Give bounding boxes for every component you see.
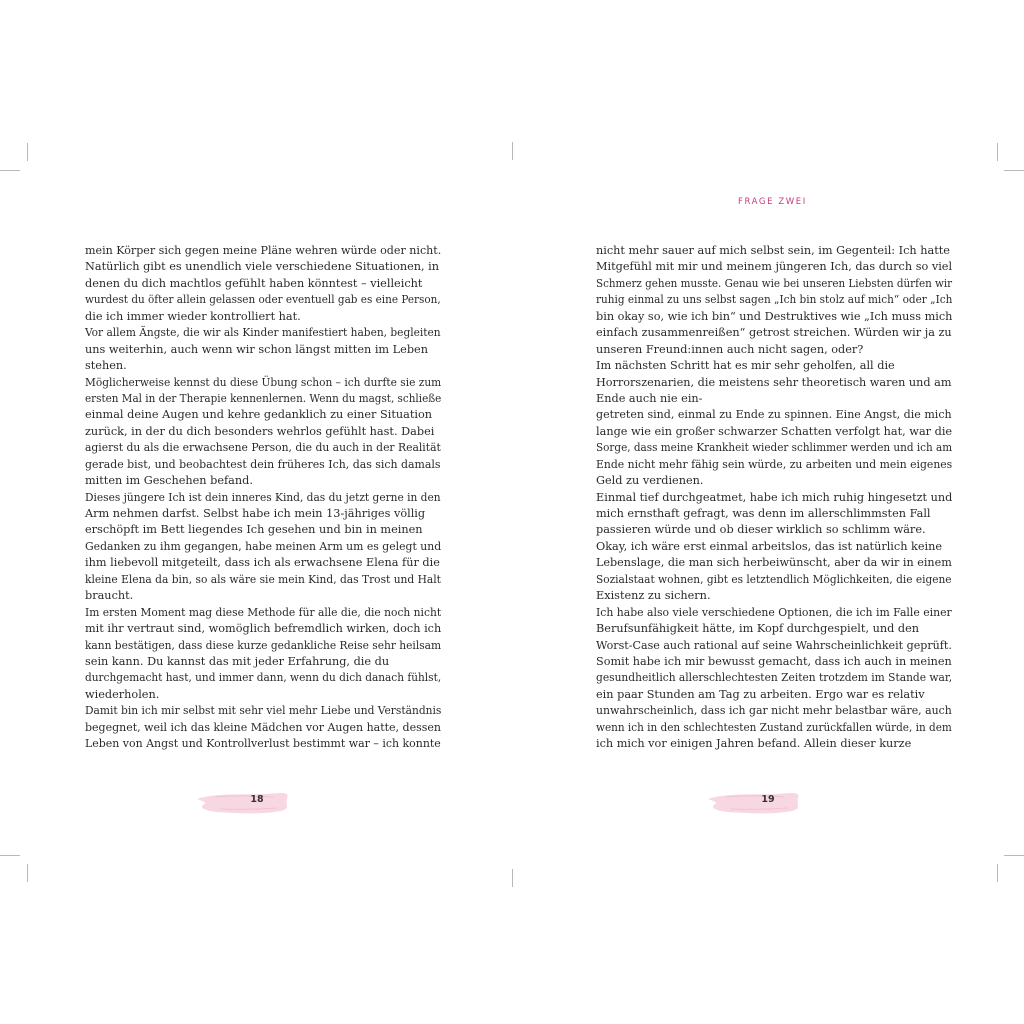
text-line: Okay, ich wäre erst einmal arbeitslos, das ist natürlich keine [596, 538, 943, 553]
text-line: Gedanken zu ihm gegangen, habe meinen Arm um es gelegt und [85, 538, 442, 553]
text-line: wurdest du öfter allein gelassen oder eventuell gab es eine Person, [85, 292, 441, 307]
text-line: Im ersten Moment mag diese Methode für alle die, die noch nicht [85, 604, 442, 619]
text-line: Damit bin ich mir selbst mit sehr viel mehr Liebe und Verständnis [85, 703, 442, 718]
text-line: Arm nehmen darfst. Selbst habe ich mein 13-jähriges völlig [85, 506, 426, 520]
text-line: bin okay so, wie ich bin“ und Destruktives wie „Ich muss mich [596, 308, 953, 323]
crop-mark [27, 864, 28, 882]
text-line: durchgemacht hast, und immer dann, wenn du dich danach fühlst, [85, 670, 442, 685]
text-line: unwahrscheinlich, dass ich gar nicht mehr belastbar wäre, auch [596, 703, 952, 718]
text-line: unseren Freund:innen auch nicht sagen, oder? [596, 341, 864, 356]
text-line: Worst-Case auch rational auf seine Wahrscheinlichkeit geprüft. [596, 637, 952, 652]
text-line: mich ernsthaft gefragt, was denn im allerschlimmsten Fall [596, 506, 931, 520]
text-line: ich mich vor einigen Jahren befand. Allein dieser kurze [596, 736, 912, 751]
text-line: gerade bist, und beobachtest dein früheres Ich, das sich damals [85, 456, 441, 471]
text-line: agierst du als die erwachsene Person, die du auch in der Realität [85, 440, 441, 455]
text-line: mein Körper sich gegen meine Pläne wehren würde oder nicht. [85, 243, 442, 257]
text-line: Möglicherweise kennst du diese Übung schon – ich durfte sie zum [85, 374, 442, 389]
text-line: ihm liebevoll mitgeteilt, dass ich als erwachsene Elena für die [85, 555, 440, 570]
text-line: Mitgefühl mit mir und meinem jüngeren Ich, das durch so viel [596, 259, 953, 274]
text-line: zurück, in der du dich besonders wehrlos gefühlt hast. Dabei [85, 423, 435, 438]
text-line: Schmerz gehen musste. Genau wie bei unseren Liebsten dürfen wir [596, 275, 953, 290]
crop-mark [997, 143, 998, 161]
text-line: einmal deine Augen und kehre gedanklich zu einer Situation [85, 407, 433, 422]
page-number: 19 [761, 794, 775, 805]
crop-mark [27, 143, 28, 161]
text-line: mit ihr vertraut sind, womöglich befremdlich wirken, doch ich [85, 621, 442, 636]
text-line: Ende nicht mehr fähig sein würde, zu arbeiten und mein eigenes [596, 456, 953, 471]
text-line: kann bestätigen, dass diese kurze gedankliche Reise sehr heilsam [85, 637, 442, 652]
text-line: Lebenslage, die man sich herbeiwünscht, aber da wir in einem [596, 555, 952, 570]
text-line: getreten sind, einmal zu Ende zu spinnen. Eine Angst, die mich [596, 407, 952, 422]
text-line: mitten im Geschehen befand. [85, 473, 253, 488]
crop-mark [997, 864, 998, 882]
text-line: stehen. [85, 358, 127, 373]
crop-mark [0, 170, 20, 171]
crop-mark [0, 855, 20, 856]
text-line: ein paar Stunden am Tag zu arbeiten. Ergo war es relativ [596, 686, 925, 701]
text-line: Vor allem Ängste, die wir als Kinder manifestiert haben, begleiten [85, 325, 441, 340]
crop-mark [512, 142, 513, 160]
page-number: 18 [250, 794, 264, 805]
text-line: Im nächsten Schritt hat es mir sehr geholfen, all die [596, 358, 895, 373]
text-line: uns weiterhin, auch wenn wir schon längst mitten im Leben [85, 341, 428, 356]
text-line: begegnet, weil ich das kleine Mädchen vor Augen hatte, dessen [85, 719, 441, 734]
crop-mark [512, 869, 513, 887]
text-line: Somit habe ich mir bewusst gemacht, dass ich auch in meinen [596, 653, 952, 668]
text-line: Ich habe also viele verschiedene Optionen, die ich im Falle einer [596, 604, 952, 619]
text-line: wiederholen. [85, 686, 160, 701]
text-line: wenn ich in den schlechtesten Zustand zurückfallen würde, in dem [596, 719, 952, 734]
text-line: Existenz zu sichern. [596, 588, 711, 603]
running-head: FRAGE ZWEI [738, 197, 807, 207]
text-line: gesundheitlich allerschlechtesten Zeiten trotzdem im Stande war, [596, 670, 953, 685]
text-line: ersten Mal in der Therapie kennenlernen. Wenn du magst, schließe [85, 390, 442, 405]
text-line: Leben von Angst und Kontrollverlust bestimmt war – ich konnte [85, 736, 441, 751]
text-line: erschöpft im Bett liegendes Ich gesehen und bin in meinen [85, 522, 423, 537]
text-line: Sorge, dass meine Krankheit wieder schlimmer werden und ich am [596, 440, 953, 455]
text-line: Horrorszenarien, die meistens sehr theoretisch waren und am [596, 374, 952, 389]
text-line: sein kann. Du kannst das mit jeder Erfahrung, die du [85, 653, 390, 668]
text-line: denen du dich machtlos gefühlt haben könntest – vielleicht [85, 275, 423, 290]
crop-mark [1004, 855, 1024, 856]
text-line: lange wie ein großer schwarzer Schatten verfolgt hat, war die [596, 423, 953, 438]
text-line: Sozialstaat wohnen, gibt es letztendlich Möglichkeiten, die eigene [596, 571, 952, 586]
page-number-left [195, 789, 315, 819]
text-line: kleine Elena da bin, so als wäre sie mein Kind, das Trost und Halt [85, 571, 441, 586]
text-line: ruhig einmal zu uns selbst sagen „Ich bin stolz auf mich“ oder „Ich [596, 292, 953, 307]
text-line: passieren würde und ob dieser wirklich so schlimm wäre. [596, 522, 926, 537]
text-line: Geld zu verdienen. [596, 473, 704, 488]
page-number-right [706, 789, 826, 819]
text-line: braucht. [85, 588, 134, 603]
right-page-body [596, 242, 956, 752]
text-line: Einmal tief durchgeatmet, habe ich mich ruhig hingesetzt und [596, 489, 953, 504]
left-page-body [85, 242, 445, 752]
text-line: Natürlich gibt es unendlich viele verschiedene Situationen, in [85, 259, 440, 274]
text-line: Ende auch nie ein- [596, 390, 703, 405]
text-line: die ich immer wieder kontrolliert hat. [85, 308, 301, 323]
crop-mark [1004, 170, 1024, 171]
text-line: einfach zusammenreißen“ getrost streichen. Würden wir ja zu [596, 325, 952, 340]
text-line: Berufsunfähigkeit hätte, im Kopf durchgespielt, und den [596, 621, 920, 636]
text-line: nicht mehr sauer auf mich selbst sein, im Gegenteil: Ich hatte [596, 243, 950, 257]
text-line: Dieses jüngere Ich ist dein inneres Kind, das du jetzt gerne in den [85, 489, 441, 504]
